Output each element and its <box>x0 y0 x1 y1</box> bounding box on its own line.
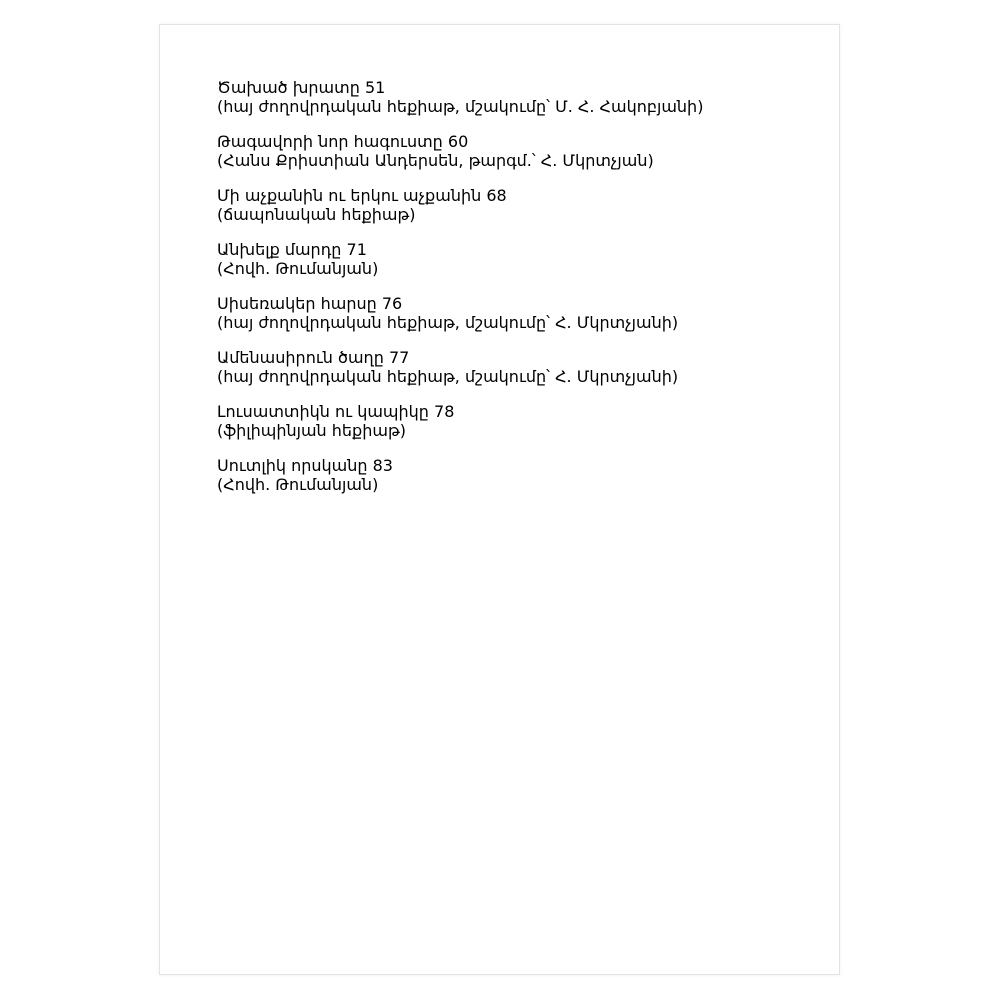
toc-entry-title: Թագավորի նոր հագուստը <box>217 132 443 151</box>
toc-entry <box>217 132 769 186</box>
toc-entry-title: Սուտլիկ որսկանը <box>217 456 368 475</box>
toc-entry-title: Անխելք մարդը <box>217 240 342 259</box>
toc-entry-page-number: 83 <box>372 456 393 475</box>
toc-entry <box>217 402 769 456</box>
toc-entry-subtitle: (հայ ժողովրդական հեքիաթ, մշակումը՝ Հ. Մկրտչյանի) <box>217 367 679 386</box>
toc-entry <box>217 78 769 132</box>
toc-entry-title: Մի աչքանին ու երկու աչքանին <box>217 186 482 205</box>
toc-entry-subtitle: (Հովհ. Թումանյան) <box>217 259 379 278</box>
toc-entry-page-number: 60 <box>447 132 469 151</box>
toc-entry-page-number: 71 <box>346 240 367 259</box>
toc-entry-page-number: 68 <box>486 186 507 205</box>
toc-entry-subtitle: (Հանս Քրիստիան Անդերսեն, թարգմ.՝ Հ. Մկրտչյան) <box>217 151 654 170</box>
toc-entry-subtitle: (հայ ժողովրդական հեքիաթ, մշակումը՝ Հ. Մկրտչյանի) <box>217 313 679 332</box>
toc-entry-subtitle: (հայ ժողովրդական հեքիաթ, մշակումը՝ Մ. Հ. Հակոբյանի) <box>217 97 704 116</box>
toc-entry <box>217 456 769 510</box>
toc-entry-page-number: 51 <box>364 78 386 97</box>
toc-entry <box>217 348 769 402</box>
toc-entry <box>217 240 769 294</box>
toc-entry-page-number: 76 <box>381 294 403 313</box>
toc-entry <box>217 294 769 348</box>
toc-entry-subtitle: (Հովհ. Թումանյան) <box>217 475 379 494</box>
table-of-contents <box>217 78 769 510</box>
toc-entry-page-number: 78 <box>434 402 455 421</box>
toc-entry-title: Ծախած խրատը <box>217 78 360 97</box>
toc-entry <box>217 186 769 240</box>
toc-entry-page-number: 77 <box>388 348 410 367</box>
toc-entry-title: Ամենասիրուն ծաղը <box>217 348 384 367</box>
toc-entry-title: Սիսեռակեր հարսը <box>217 294 377 313</box>
toc-entry-subtitle: (ֆիլիպինյան հեքիաթ) <box>217 421 407 440</box>
toc-entry-subtitle: (ճապոնական հեքիաթ) <box>217 205 416 224</box>
toc-entry-title: Լուսատտիկն ու կապիկը <box>217 402 429 421</box>
